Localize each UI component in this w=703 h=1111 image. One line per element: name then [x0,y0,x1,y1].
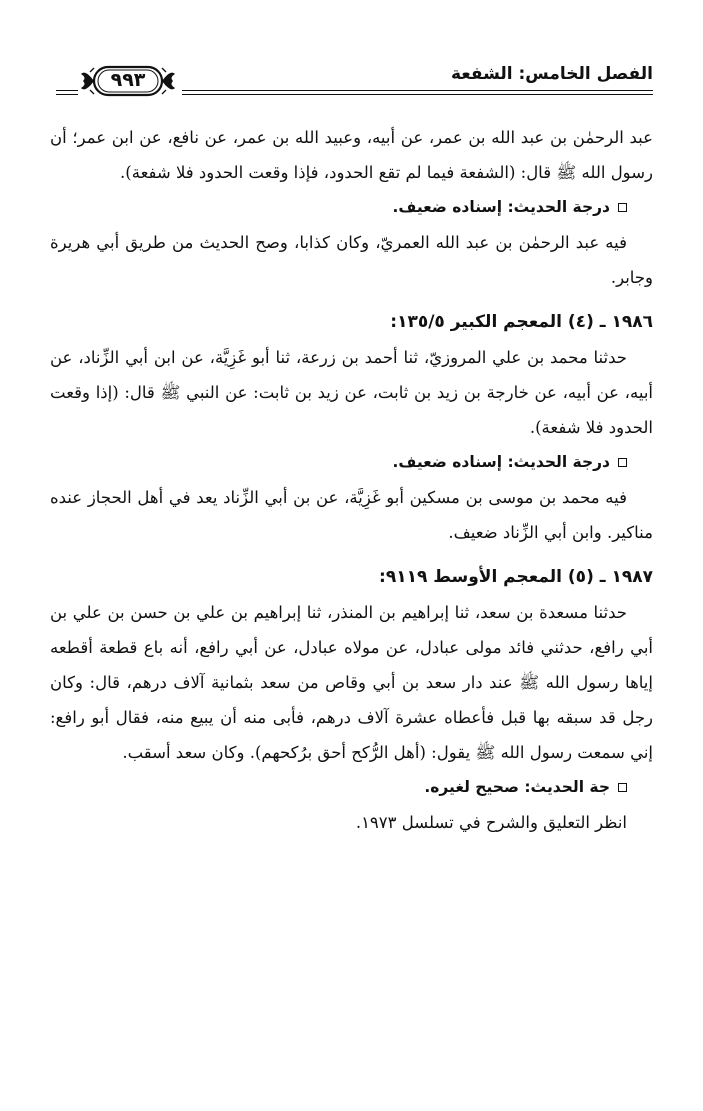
hadith-grade [50,445,627,480]
square-bullet-icon [618,203,627,212]
hadith-grade [50,190,627,225]
entry-heading: ١٩٨٦ ـ (٤) المعجم الكبير ١٣٥/٥: [390,312,653,332]
entry-heading: ١٩٨٧ ـ (٥) المعجم الأوسط ٩١١٩: [379,567,653,587]
paragraph: حدثنا محمد بن علي المروزيّ، ثنا أحمد بن زرعة، ثنا أبو غَزِيَّة، عن ابن أبي الزِّناد، عن أبيه، عن أبيه، عن خارجة بن زيد بن ثابت، عن زيد بن ثابت: عن النبي ﷺ قال: (إذا وقعت الحدود فلا شفعة). [50,348,653,437]
hadith-grade-text: درجة الحديث: إسناده ضعيف. [392,198,610,216]
hadith-grade [50,770,627,805]
paragraph: فيه عبد الرحمٰن بن عبد الله العمريّ، وكان كذابا، وصح الحديث من طريق أبي هريرة وجابر. [50,233,653,287]
header-rule [182,90,653,91]
paragraph: انظر التعليق والشرح في تسلسل ١٩٧٣. [355,813,627,832]
hadith-grade-text: درجة الحديث: إسناده ضعيف. [392,453,610,471]
book-page [50,58,653,840]
paragraph: حدثنا مسعدة بن سعد، ثنا إبراهيم بن المنذر، ثنا إبراهيم بن علي بن حسن بن علي بن أبي رافع، حدثني فائد مولى عبادل، عن مولاه عبادل، عن أبي رافع، أنه باع قطعة أقطعه إياها رسول الله ﷺ عند دار سعد بن أبي وقاص من سعد بثمانية آلاف درهم، قال: وكان رجل قد سبقه بها قبل فأعطاه عشرة آلاف درهم، فأبى منه أن يبيع منه، فقال أبو رافع: إني سمعت رسول الله ﷺ يقول: (أهل الرُّكح أحق برُكحهم). وكان سعد أسقب. [50,603,653,762]
paragraph: فيه محمد بن موسى بن مسكين أبو غَزِيَّة، عن بن أبي الزِّناد يعد في أهل الحجاز عنده مناكير. وابن أبي الزِّناد ضعيف. [50,488,653,542]
square-bullet-icon [618,783,627,792]
hadith-grade-text: جة الحديث: صحيح لغيره. [424,778,610,796]
page-content [50,120,653,840]
header-rule [56,90,78,91]
page-number: ٩٩٣ [110,69,146,91]
page-number-ornament [80,64,176,98]
square-bullet-icon [618,458,627,467]
header-rule [182,94,653,95]
paragraph: عبد الرحمٰن بن عبد الله بن عمر، عن أبيه، وعبيد الله بن عمر، عن نافع، عن ابن عمر؛ أن رسول الله ﷺ قال: (الشفعة فيما لم تقع الحدود، فإذا وقعت الحدود فلا شفعة). [50,128,653,182]
chapter-title: الفصل الخامس: الشفعة [450,64,653,84]
page-header [50,58,653,98]
header-rule [56,94,78,95]
